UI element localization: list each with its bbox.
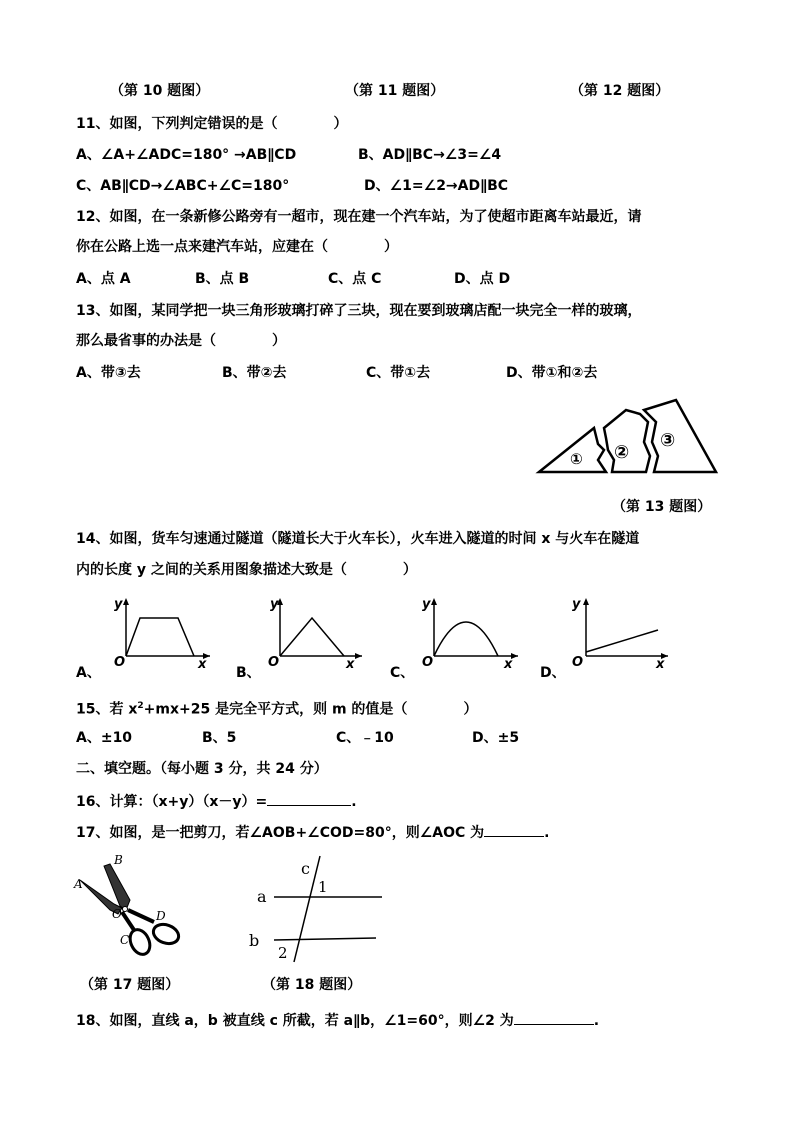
q14-line2-text: 内的长度 y 之间的关系用图象描述大致是（	[76, 562, 347, 578]
glass-label-2: ②	[614, 442, 630, 463]
q16-answer-blank[interactable]	[267, 791, 351, 806]
graph-d-y-label: y	[572, 597, 581, 612]
caption-fig-10: （第 10 题图）	[110, 83, 210, 99]
caption-fig-17: （第 17 题图）	[80, 977, 180, 993]
q14-line2	[76, 561, 417, 579]
scissors-label-b: B	[114, 853, 123, 867]
graph-c-y-label: y	[422, 597, 431, 612]
graph-a-y-label: y	[114, 597, 123, 612]
q13-line1: 13、如图，某同学把一块三角形玻璃打碎了三块，现在要到玻璃店配一块完全一样的玻璃，	[76, 303, 642, 319]
q14-graph-a	[104, 596, 214, 672]
q12-option-c: C、点 C	[328, 271, 382, 287]
q16-end: .	[351, 794, 357, 810]
q13-line2	[76, 332, 286, 350]
fig18-label-a: a	[257, 887, 267, 906]
graph-b-x-label: x	[346, 657, 355, 672]
q15-option-b: B、5	[202, 730, 237, 746]
graph-b-curve	[280, 618, 344, 656]
q17	[76, 822, 550, 842]
scissors-label-c: C	[120, 933, 130, 947]
q14-graph-d	[564, 596, 674, 672]
q14-option-a: A、	[76, 665, 101, 681]
q18-answer-blank[interactable]	[514, 1010, 594, 1025]
q14-close: ）	[402, 562, 417, 578]
q12-option-b: B、点 B	[195, 271, 250, 287]
glass-label-1: ①	[570, 450, 583, 468]
q16	[76, 791, 357, 811]
q12-line2-text: 你在公路上选一点来建汽车站，应建在（	[76, 239, 328, 255]
graph-b-y-label: y	[270, 597, 279, 612]
graph-a-curve	[126, 618, 194, 656]
q12-line2	[76, 238, 398, 256]
scissors-label-a: A	[74, 877, 83, 891]
q18	[76, 1010, 599, 1030]
q16-stem: 16、计算：（x+y）（x－y）=	[76, 794, 268, 810]
scissors-handle-d	[128, 910, 154, 922]
q14-graph-b	[258, 596, 368, 672]
scissors-ring-c	[126, 926, 153, 957]
q13-option-d: D、带①和②去	[506, 365, 598, 381]
q18-lines-figure	[244, 854, 394, 966]
line-b	[274, 938, 376, 940]
section-2-heading: 二、填空题。（每小题 3 分，共 24 分）	[76, 761, 328, 777]
graph-d-origin: O	[572, 655, 584, 670]
glass-label-3: ③	[660, 430, 676, 451]
graph-a-origin: O	[114, 655, 126, 670]
graph-c-x-label: x	[504, 657, 513, 672]
q15-option-d: D、±5	[472, 730, 520, 746]
q14-graph-c	[412, 596, 522, 672]
caption-fig-11: （第 11 题图）	[345, 83, 445, 99]
q18-end: .	[593, 1013, 600, 1029]
q11-close: ）	[333, 116, 348, 132]
caption-fig-12: （第 12 题图）	[570, 83, 670, 99]
q14-option-c: C、	[390, 665, 415, 681]
scissors-ring-d	[151, 921, 182, 947]
q17-scissors-figure	[74, 852, 194, 968]
q15-sup: 2	[137, 701, 144, 711]
q15-close: ）	[463, 701, 478, 718]
q15-stem-a: 15、若 x	[76, 701, 138, 718]
q12-option-a: A、点 A	[76, 271, 131, 287]
graph-d-x-label: x	[656, 657, 665, 672]
q13-option-c: C、带①去	[366, 365, 431, 381]
graph-b-origin: O	[268, 655, 280, 670]
q17-stem: 17、如图，是一把剪刀，若∠AOB+∠COD=80°，则∠AOC 为	[76, 825, 485, 841]
q11-option-b: B、AD∥BC→∠3=∠4	[358, 147, 502, 163]
scissors-label-d: D	[156, 909, 166, 923]
scissors-handle-c	[122, 912, 134, 930]
q17-answer-blank[interactable]	[484, 822, 544, 837]
q11-option-d: D、∠1=∠2→AD∥BC	[364, 178, 509, 194]
q12-option-d: D、点 D	[454, 271, 511, 287]
q15-stem-b: +mx+25 是完全平方式，则 m 的值是（	[143, 701, 408, 718]
q11-option-c: C、AB∥CD→∠ABC+∠C=180°	[76, 178, 290, 194]
q14-line1: 14、如图，货车匀速通过隧道（隧道长大于火车长），火车进入隧道的时间 x 与火车在隧道	[76, 531, 640, 547]
q11-option-a: A、∠A+∠ADC=180° →AB∥CD	[76, 147, 297, 163]
scissors-label-o: O	[112, 907, 122, 921]
q14-option-b: B、	[236, 665, 261, 681]
scissors-pivot	[123, 907, 128, 912]
fig18-label-c: c	[301, 859, 310, 878]
glass-piece-3	[644, 400, 716, 472]
graph-c-curve	[434, 622, 498, 656]
graph-d-curve	[586, 630, 658, 652]
fig18-label-2: 2	[278, 944, 288, 962]
q11-stem	[76, 115, 347, 133]
q11-stem-text: 11、如图，下列判定错误的是（	[76, 116, 278, 132]
q14-option-d: D、	[540, 665, 566, 681]
caption-fig-13: （第 13 题图）	[612, 499, 712, 515]
q13-option-a: A、带③去	[76, 365, 141, 381]
q13-line2-text: 那么最省事的办法是（	[76, 333, 216, 349]
graph-a-x-label: x	[198, 657, 207, 672]
graph-c-origin: O	[422, 655, 434, 670]
caption-fig-18: （第 18 题图）	[262, 977, 362, 993]
q12-line1: 12、如图，在一条新修公路旁有一超市，现在建一个汽车站，为了使超市距离车站最近，请	[76, 209, 642, 225]
q13-glass-figure	[536, 398, 718, 476]
q13-close: ）	[272, 333, 286, 349]
q15-option-a: A、±10	[76, 730, 133, 746]
q18-stem: 18、如图，直线 a，b 被直线 c 所截，若 a∥b，∠1=60°，则∠2 为	[76, 1013, 514, 1029]
q15-option-c: C、﹣10	[336, 730, 394, 746]
q17-end: .	[544, 825, 550, 841]
fig18-label-b: b	[249, 931, 260, 950]
fig18-label-1: 1	[318, 878, 328, 896]
q13-option-b: B、带②去	[222, 365, 287, 381]
q15-stem	[76, 697, 477, 719]
q12-close: ）	[384, 239, 398, 255]
